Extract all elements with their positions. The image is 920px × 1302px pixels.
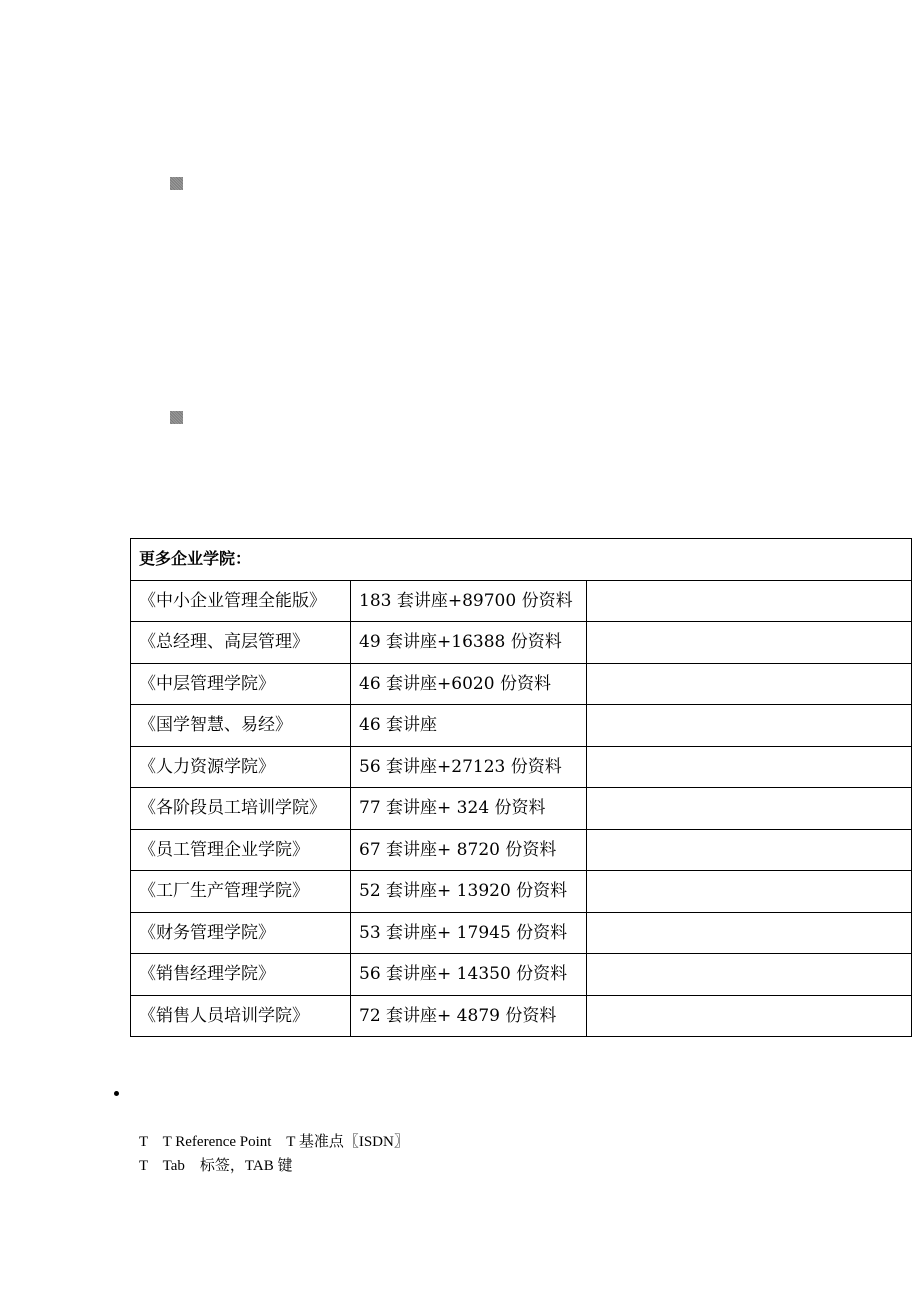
table-row <box>131 622 912 664</box>
table-cell-detail: 77 套讲座+ 324 份资料 <box>351 788 587 830</box>
glossary-line: T T Reference Point T 基准点〖ISDN〗 <box>139 1134 409 1150</box>
table-row <box>131 788 912 830</box>
table-cell-extra <box>587 995 912 1037</box>
table-header: 更多企业学院： <box>131 539 912 581</box>
academies-table <box>130 538 912 1037</box>
table-row <box>131 746 912 788</box>
table-row <box>131 954 912 996</box>
table-row <box>131 871 912 913</box>
table-cell-detail: 46 套讲座 <box>351 705 587 747</box>
table-cell-detail: 56 套讲座+ 14350 份资料 <box>351 954 587 996</box>
table-cell-name: 《销售经理学院》 <box>131 954 351 996</box>
table-cell-detail: 72 套讲座+ 4879 份资料 <box>351 995 587 1037</box>
table-cell-extra <box>587 871 912 913</box>
table-row <box>131 580 912 622</box>
gray-square-marker <box>170 177 183 190</box>
table-cell-extra <box>587 829 912 871</box>
table-cell-name: 《人力资源学院》 <box>131 746 351 788</box>
table-cell-extra <box>587 663 912 705</box>
gray-square-marker <box>170 411 183 424</box>
table-cell-name: 《中小企业管理全能版》 <box>131 580 351 622</box>
table-cell-detail: 56 套讲座+27123 份资料 <box>351 746 587 788</box>
table-cell-name: 《国学智慧、易经》 <box>131 705 351 747</box>
table-cell-name: 《员工管理企业学院》 <box>131 829 351 871</box>
table-cell-detail: 67 套讲座+ 8720 份资料 <box>351 829 587 871</box>
table-cell-detail: 46 套讲座+6020 份资料 <box>351 663 587 705</box>
table-row <box>131 663 912 705</box>
table-cell-name: 《总经理、高层管理》 <box>131 622 351 664</box>
table-cell-extra <box>587 912 912 954</box>
table-cell-extra <box>587 746 912 788</box>
table-cell-detail: 53 套讲座+ 17945 份资料 <box>351 912 587 954</box>
table-row <box>131 829 912 871</box>
table-header-row <box>131 539 912 581</box>
table-cell-name: 《财务管理学院》 <box>131 912 351 954</box>
table-cell-extra <box>587 954 912 996</box>
table-cell-extra <box>587 580 912 622</box>
table-cell-extra <box>587 705 912 747</box>
glossary-line: T Tab 标签，TAB 键 <box>139 1158 293 1174</box>
table-cell-name: 《销售人员培训学院》 <box>131 995 351 1037</box>
glossary-list <box>139 1130 409 1178</box>
bullet-dot <box>114 1091 119 1096</box>
table-cell-extra <box>587 622 912 664</box>
table-row <box>131 705 912 747</box>
table-cell-name: 《中层管理学院》 <box>131 663 351 705</box>
table-cell-detail: 49 套讲座+16388 份资料 <box>351 622 587 664</box>
table-row <box>131 995 912 1037</box>
table-row <box>131 912 912 954</box>
table-cell-extra <box>587 788 912 830</box>
table-cell-detail: 183 套讲座+89700 份资料 <box>351 580 587 622</box>
table-cell-name: 《工厂生产管理学院》 <box>131 871 351 913</box>
table-cell-name: 《各阶段员工培训学院》 <box>131 788 351 830</box>
table-cell-detail: 52 套讲座+ 13920 份资料 <box>351 871 587 913</box>
